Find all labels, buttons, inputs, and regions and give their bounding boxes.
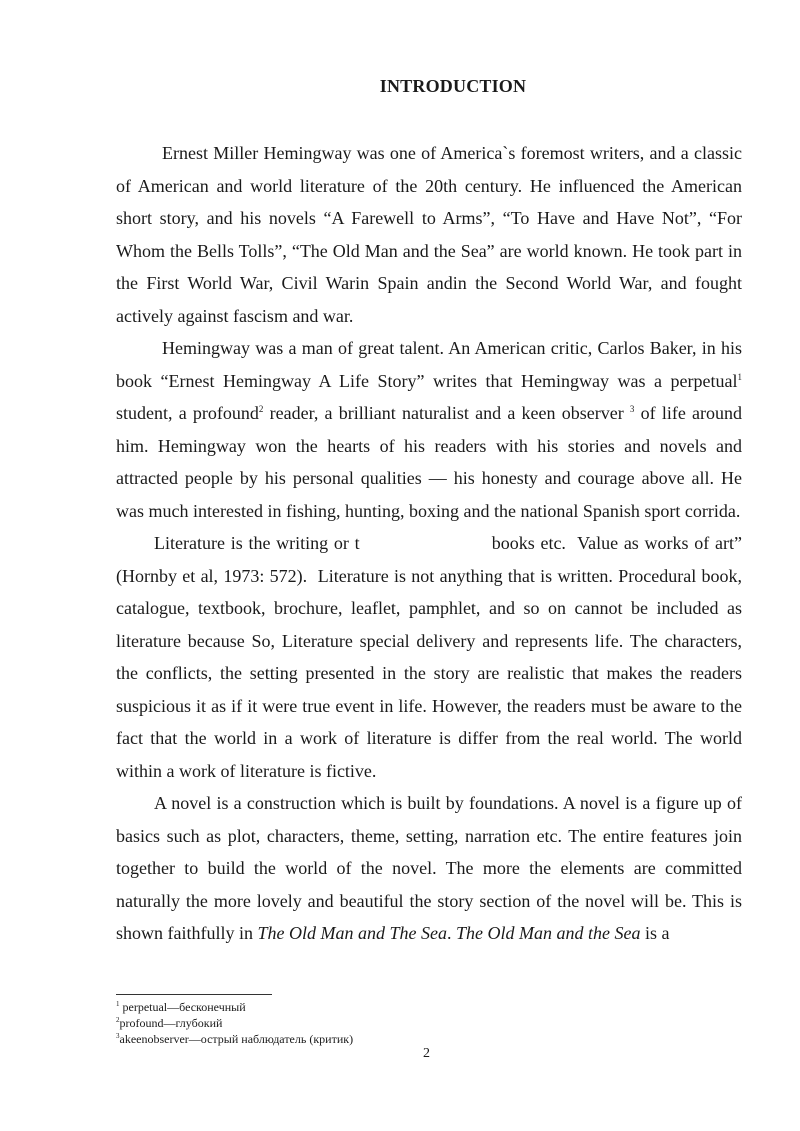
paragraph-3: Literature is the writing or t books etc. Value as works of art” (Hornby et al, 1973: 572). Literature is not anything that is written. Procedural book, catalogue, textbook, brochure, leaflet, pamphlet, and so on cannot be included as literature because So, Literature special delivery and represents life. The characters, the conflicts, the setting presented in the story are realistic that makes the readers suspicious it as if it were true event in life. However, the readers must be aware to the fact that the world in a work of literature is differ from the real world. The world within a work of literature is fictive. <box>116 533 747 781</box>
page-heading: INTRODUCTION <box>379 76 527 96</box>
paragraph-4-part-c: is a <box>640 923 670 943</box>
footnote <box>116 1031 516 1047</box>
paragraph-2-part-a: Hemingway was a man of great talent. An American critic, Carlos Baker, in his book “Ernest Hemingway A Life Story” writes that Hemingway was a perpetual <box>116 338 742 391</box>
footnote-number: 1 <box>116 1000 120 1008</box>
paragraph-2-part-c: reader, a brilliant naturalist and a keen observer <box>263 403 630 423</box>
footnote-number: 3 <box>116 1032 120 1040</box>
footnote-number: 2 <box>116 1016 120 1024</box>
paragraph-4-part-a: A novel is a construction which is built by foundations. A novel is a figure up of basics such as plot, characters, theme, setting, narration etc. The entire features join together to build the world of the novel. The more the elements are committed naturally the more lovely and beautiful the story section of the novel will be. This is shown faithfully in <box>116 793 742 943</box>
book-title-italic: The Old Man and the Sea <box>455 923 641 943</box>
footnote-text: perpetual—бесконечный <box>119 1000 246 1014</box>
footnote-ref-2: 2 <box>258 404 264 414</box>
footnote-separator <box>116 994 272 995</box>
footnote-text: akeenobserver—острый наблюдатель (критик) <box>119 1032 354 1046</box>
paragraph-2-part-d: of life around him. Hemingway won the hearts of his readers with his stories and novels and attracted people by his personal qualities — his honesty and courage above all. He was much interested in fishing, hunting, boxing and the national Spanish sport corrida. <box>116 403 743 521</box>
footnote <box>116 1015 516 1031</box>
body-text <box>116 137 747 950</box>
paragraph-2 <box>116 332 742 527</box>
footnotes <box>116 999 516 1047</box>
paragraph-4-part-b: . <box>446 923 456 943</box>
footnote-ref-3: 3 <box>629 404 635 414</box>
page-number: 2 <box>423 1046 430 1061</box>
book-title-italic: The Old Man and The Sea <box>257 923 447 943</box>
footnote-ref-1: 1 <box>737 371 742 382</box>
paragraph-2-part-b: student, a profound <box>116 403 259 423</box>
footnote-text: profound—глубокий <box>119 1016 223 1030</box>
footnote <box>116 999 516 1015</box>
paragraph-4 <box>116 787 742 950</box>
paragraph-1: Ernest Miller Hemingway was one of America`s foremost writers, and a classic of American and world literature of the 20th century. He influenced the American short story, and his novels “A Farewell to Arms”, “To Have and Have Not”, “For Whom the Bells Tolls”, “The Old Man and the Sea” are world known. He took part in the First World War, Civil Warin Spain andin the Second World War, and fought actively against fascism and war. <box>116 143 742 326</box>
